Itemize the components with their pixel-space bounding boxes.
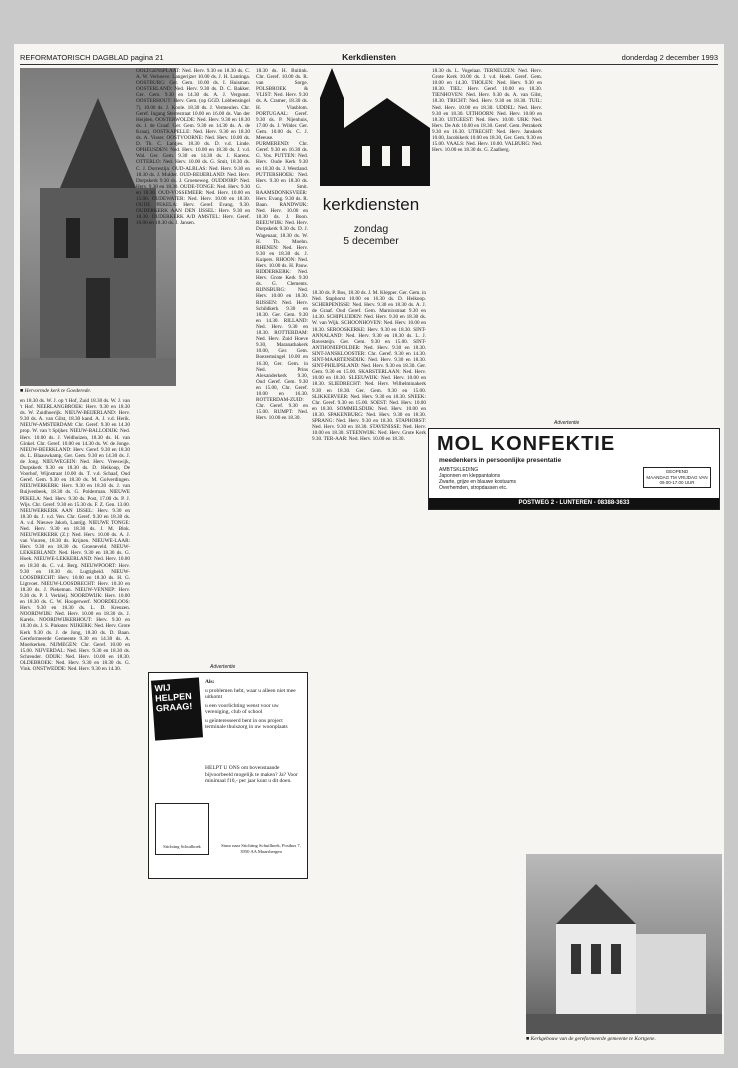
ad-bullet: Overhemden, stropdassen etc. (439, 485, 508, 491)
column-1 (20, 398, 130, 1048)
ad-tagline: meedenkers in persoonlijke presentatie (439, 457, 562, 464)
ad-mol-konfektie (428, 428, 720, 510)
ad-bullet: Japonnen en kleppantalons (439, 473, 501, 479)
ad-headline-line: HELPEN (154, 690, 192, 704)
ad-badge: Stichting Schuilhoek (163, 844, 201, 849)
photo-caption-goederede: ■ Hervormde kerk te Goederede. (20, 388, 92, 394)
photo-caption-kortgene: ■ Kerkgebouw van de gereformeerde gemeente te Kortgene. (526, 1036, 656, 1042)
section-title: Kerkdiensten (342, 52, 396, 62)
column-text: 18.30 ds. P. Bos, 18.30 ds. J. M. Klepper. Ger. Gem. in Ned. Staphorst 10.00 en 16.30 ds. D. Heikoop. SCHERPENISSE: Ned. Herv. 9.30 en 18.30 ds. A. J. de Graaf. Oud Geref. Gem. Marnixstraat 9.30 en 14.30. SCHIPLUIDEN: Ned. Herv. 9.30 en 18.30 ds. W. van Wijk. SCHOONHOVEN: Ned. Herv. 10.00 en 18.30. SEROOSKERKE: Herv. 9.30 en 18.30. SINT-ANNALAND: Ned. Herv. 9.30 en 18.30 ds. L. J. Ravesteijn. Ger. Gem. 9.30 en 15.00. SINT-ANTHONIEPOLDER: Ned. Herv. 9.30 en 18.30. SINT-JANSKLOOSTER: Chr. Geref. 9.30 en 14.30. SINT-MAARTENSDIJK: Ned. Herv. 9.30 en 18.30. SINT-PHILIPSLAND: Ned. Herv. 9.30 en 18.30. Ger. Gem. 9.30 en 15.00. SKARSTERLAAN: Ned. Herv. 10.00 en 18.30. SLEEUWIJK: Ned. Herv. 10.00 en 18.30. SLIEDRECHT: Ned. Herv. Wilhelminakerk 9.30 en 18.30. Ger. Gem. 9.30 en 15.00. SLIKKERVEER: Ned. Herv. 9.30 en 18.30. SNEEK: Chr. Geref. 9.30 en 15.00. SOEST: Ned. Herv. 10.00 en 18.30. SOMMELSDIJK: Ned. Herv. 10.00 en 18.30. SPAKENBURG: Ned. Herv. 9.30 en 18.30. SPRANG: Ned. Herv. 9.30 en 18.30. STAPHORST: Ned. Herv. 9.30 en 18.30. STAVENISSE: Ned. Herv. 10.00 en 18.30. STEENWIJK: Ned. Herv. Grote Kerk 9.30. TER-AAR: Ned. Herv. 10.00 en 18.30. (312, 290, 426, 443)
ad-hours-box (643, 467, 711, 488)
issue-date: donderdag 2 december 1993 (621, 52, 718, 62)
church-photo-kortgene (526, 854, 722, 1034)
column-text: 18.30 ds. L. Vogelaar. TERNEUZEN: Ned. Herv. Grote Kerk 10.00 ds. J. v.d. Hoek. Geref. Gem. 10.00 en 14.30. THOLEN: Ned. Herv. 9.30 en 18.30. TIEL: Herv. Geref. 10.00 en 18.30. TIENHOVEN: Ned. Herv. 9.30 ds. A. van Gilst, 18.30. TRICHT: Ned. Herv. 9.30 en 18.30. TUIL: Ned. Herv. 10.00 en 18.30. UDDEL: Ned. Herv. 9.30 en 18.30. UITHOORN: Ned. Herv. 10.00 en 18.30. UITGEEST: Ned. Herv. 10.00. URK: Ned. Herv. De Ark 10.00 en 18.30. Geref. Gem. Petrakerk 9.30 en 16.30. UTRECHT: Ned. Herv. Janskerk 10.00, Jacobikerk 10.00 en 18.30, Ger. Gem. 9.30 en 15.00. VAALS: Ned. Herv. 10.00. VALBURG: Ned. Herv. 10.00 en 18.30 ds. G. Zaalberg. (432, 68, 542, 154)
ad-bullet: AMBTSKLEDING (439, 467, 479, 473)
column-text: 18.30 ds. H. Buitink. Chr. Geref. 10.00 ds. R. van Sorge. POLSBROEK & VLIST: Ned. Herv. 9.30 ds. A. Cramer, 18.30 ds. H. Vlasblom. PORTUGAAL: Geref. 9.30 ds. P. Nijenhuis, 17.00 ds. J. Wilder. Ger. Gem. 10.00 ds. C. J. Meeuse. PURMEREND: Chr. Geref. 9.30 en 16.30 ds. G. Vos. PUTTEN: Ned. Herv. Oude Kerk 9.30 en 18.30 ds. J. Westland. PUTTERSHOEK: Ned. Herv. 9.30 en 18.30 ds. G. Smit. RAAMSDONKSVEER: Herv. Evang. 9.30 ds. R. Baan. RANDWIJK: Ned. Herv. 10.00 en 18.30 ds. J. Boon. REEUWIJK: Ned. Herv. Dorpskerk 9.30 ds. D. J. Wagenaar, 18.30 ds. W. H. Th. Moehn. RHENEN: Ned. Herv. 9.30 en 18.30 ds. J. Kuipers. RHOON: Ned. Herv. 10.00 ds. H. Pauw. RIDDERKERK: Ned. Herv. Grote Kerk 9.30 ds. G. Clements. RIJNSBURG: Ned. Herv. 10.00 en 18.30. RIJSSEN: Ned. Herv. Schildkerk 9.30 en 18.30. Ger. Gem. 9.30 en 14.30. RILLAND: Ned. Herv. 9.30 en 18.30. ROTTERDAM: Ned. Herv. Zuid Hoeve 9.30, Maranathakerk 10.00, Ger. Gem. Boezemsingel 10.00 en 16.30, Ger. Gem. in Ned. Prins Alexanderkerk 9.30, Oud Geref. Gem. 9.30 en 15.00, Chr. Geref. 10.00 en 16.30. ROTTERDAM-ZUID: Chr. Geref. 9.30 en 15.00. RUMPT: Ned. Herv. 10.00 en 18.30. (256, 68, 308, 422)
paper-title: REFORMATORISCH DAGBLAD pagina 21 (20, 52, 164, 62)
column-4 (312, 290, 426, 1048)
ad-label: Advertentie (554, 420, 580, 426)
column-text: en 18.30 ds. W. J. op 't Hof, Zuid 18.30 ds. W. J. van 't Hof. NEERLANGBROEK: Herv. 9.30 en 18.30 ds. W. Zuidhoerijk. NIEUW-BEIJERLAND: Herv. 9.30 ds. A. van Gilst, 18.30 kand. A. J. v.d. Herik. NIEUW-AMSTERDAM: Chr. Geref. 9.30 en 14.30 prop. W. van 't Spijker. NIEUW-BALLODIJK: Ned. Herv. 10.00 ds. J. Veldhuizen, 18.30 ds. H. van Ginkel. Chr. Geref. 10.00 en 14.30 ds. W. de Jonge. NIEUW-BEERKLAND: Herv. Geref. 9.30 en 18.30 ds. L. Blaauwkamp, Ger. Gem. 9.30 en 14.30 ds. J. de Jong. NIEUWEGEIN: Ned. Herv. Vreeswijk, Dorpskerk 9.30 en 18.30 ds. D. Heikoop, De Voorhof, Wijnstraat 10.00 ds. T. v.d. Schaaf, Oud Geref. Gem. 9.30 en 18.30 ds. M. Golverdingen. NIEUWERKERK: Herv. 9.30 en 18.30 ds. J. van Ruijvenbeek, 18.30 ds. G. Polderman. NIEUWE PEKELA: Ned. Herv. 9.30 ds. Post, 17.00 ds. P. J. Wijs. Chr. Geref. 9.30 en 15.30 ds. F. Z. Gen. 13.00. NIEUWERKERK AAN IJSSEL: Herv. 9.30 en 18.30 ds. J. v.d. Ven. Chr. Geref. 9.30 en 18.30 ds. A. v.d. Nieuwe Jakob, Lantijg. NIEUWE TONGE: Ned. Herv. 9.30 en 18.30 ds. J. M. Blok. NIEUWERKERK (Z.): Ned. Herv. 10.00 ds. A. J. van Vuuren, 18.30 ds. Krijnen. NIEUWE-LAAR: Herv. 9.30 en 18.30 ds. Groeneveld. NIEUW-LEKKERLAND: Ned. Herv. 9.30 en 18.30 ds. G. Hoek. NIEUWE-LEKKERLAND: Ned. Herv. 10.00 en 18.30 ds. C. v.d. Berg. NIEUWPOORT: Herv. 9.30 en 18.30 ds. Lugtigheid. NIEUW-LOOSDRECHT: Herv. 10.00 en 18.30 ds. H. G. Ligtvoet. NIEUW-LOOSDRECHT: Herv. 10.30 en 18.30 ds. J. Piekeman. NIEUW-VENNEP: Herv. 9.30 ds. P. J. Verkleij. NOORDWIJK: Herv. 10.00 en 18.30 ds. C. W. Hoogerwerf. NOORDELOOS: Herv. 9.30 en 18.30 ds. L. D. Kreuzen. NOORDWIJK: Ned. Herv. 10.00 en 18.30 ds. J. Karels. NOORDWIJKERHOUT: Herv. 9.30 en 18.30 ds. J. S. Pinkster. NIJKERK: Ned. Herv. Grote Kerk 9.30 ds. J. de Jong, 18.30 ds. D. Baan. Gereformeerde Gemeente 9.30 en 14.30 ds. A. Moerkerken. NIJMEGEN: Chr. Geref. 10.00 en 15.00. NIJVERDAL: Ned. Herv. 9.30 en 18.30 ds. Schreuder. ODIJK: Ned. Herv. 10.00 en 18.30. OLDEBROEK: Ned. Herv. 9.30 en 18.30 ds. G. Vink. ONSTWEDDE: Ned. Herv. 9.30 en 14.30. (20, 398, 130, 673)
column-text: OOLTGENSPLAAT: Ned. Herv. 9.30 en 18.30 ds. C. A. W. Verhoeve. Langerijzer 10.00 ds. J. H. Lantinga. OOSTBURG: Ger. Gem. 10.00 ds. I. Huisman. OOSTERLAND: Ned. Herv. 9.30 ds. D. C. Bakker. Ger. Gem. 9.30 en 14.30 ds. A. J. Vergunst. OOSTERHOUT: Herv. Gem. (op GGD. Lobbensingel 7), 10.00 ds. J. Koole. 18.30 ds. J. Vermeulen. Chr. Geref. Ingang Sterrestraat 10.00 en 16.00 ds. Van der Heijden. OOSTERWOLDE: Ned. Herv. 9.30 en 18.30 ds. J. de Graaf. Ger. Gem. 9.30 en 14.30 ds. A. de Kraaij. OOSTKAPELLE: Ned. Herv. 9.30 en 18.30 ds. A. Visser. OOSTVOORNE: Ned. Herv. 10.00 ds. D. Th. C. Lantjes. 18.30 ds. D. v.d. Linde. OPHEUSDEN: Ned. Herv. 10.00 en 18.30 ds. J. v.d. Wal. Ger. Gem. 9.30 en 14.30 ds. J. Karens. OTTERLO: Ned. Herv. 10.00 ds. G. Smit, 18.30 ds. C. J. Dorrestijn. OUD-ALBLAS: Ned. Herv. 9.30 en 18.30 ds. J. Mulder. OUD-BEIJERLAND: Ned. Herv. Dorpskerk 9.30 ds. J. Groeneweg. OUDDORP: Ned. Herv. 9.30 en 18.30. OUDE-TONGE: Ned. Herv. 9.30 en 18.30. OUD-VOSSEMEER: Ned. Herv. 10.00 en 15.00. OUDEWATER: Ned. Herv. 10.00 en 18.30. OUDE PEKELA: Herv. Geref. Evang. 9.30. OUDERKERK AAN DEN IJSSEL: Herv. 9.30 en 18.30. OUDERKERK A/D AMSTEL: Herv. Geref. 10.00 en 18.30 ds. J. Jansen. (136, 68, 250, 227)
ad-footer: Stuur naar Stichting Schuilhoek, Postbus 7, 3950 AA Maarsbergen (221, 843, 301, 854)
ad-brand: MOL KONFEKTIE (437, 433, 616, 455)
newspaper-page (14, 44, 724, 1054)
heading-title: kerkdiensten (322, 195, 420, 214)
ad-address: POSTWEG 2 - LUNTEREN - 08388-3633 (429, 498, 719, 509)
ad-intro: Als: (205, 679, 215, 685)
ad-bullet: u een voorlichting wenst voor uw vereniging, club of school (205, 702, 279, 715)
church-illustration (526, 854, 722, 1034)
ad-bullet: u problemen hebt, waar u alleen niet mee uitkomt (205, 687, 296, 700)
heading-date-text: 5 december (343, 235, 399, 247)
ad-coupon (155, 803, 209, 855)
heading-day: zondag (353, 223, 389, 235)
page-header (20, 50, 718, 65)
ad-bullets (439, 467, 516, 491)
ad-label: Advertentie (210, 664, 236, 670)
ad-headline-line: GRAAG! (155, 700, 193, 714)
column-3 (256, 68, 308, 1048)
ad-bullet: Zwarte, grijze en blauwe kostuums (439, 479, 516, 485)
ad-appeal: HELPT U ONS om bovenstaande bijvoorbeeld mogelijk te maken? Ja? Voor minimaal f10,- per jaar kunt u dit doen. (205, 765, 298, 784)
ad-wij-helpen (148, 672, 308, 879)
ad-headline-line: WIJ (154, 682, 171, 694)
column-2 (136, 68, 250, 1048)
ad-body (205, 679, 303, 731)
ad-hours-title: GEOPEND (665, 469, 689, 474)
ad-hours: MAANDAG TM VRIJDAG VAN 09.00-17.00 UUR (646, 474, 708, 485)
ad-headline (151, 677, 203, 740)
ad-bullet: u geïnteresseerd bent in ons project terminale thuiszorg in uw woonplaats (205, 717, 288, 730)
column-5 (432, 68, 542, 408)
